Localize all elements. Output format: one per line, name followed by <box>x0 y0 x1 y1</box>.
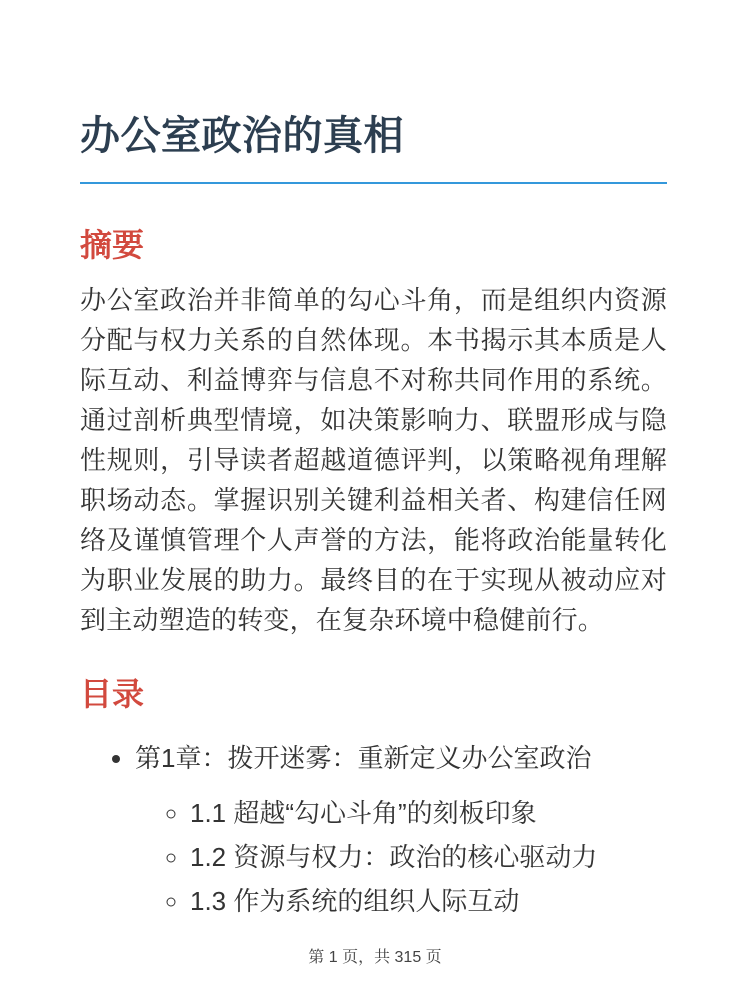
toc-section-item <box>190 791 667 835</box>
toc-section-item <box>190 879 667 923</box>
toc-section-item <box>190 835 667 879</box>
toc-chapter-label: 第1章：拨开迷雾：重新定义办公室政治 <box>135 743 592 773</box>
page-number: 第 1 页，共 315 页 <box>308 949 442 966</box>
toc-list <box>80 736 667 923</box>
toc-section-label: 1.2 资源与权力：政治的核心驱动力 <box>190 842 598 872</box>
abstract-paragraph: 办公室政治并非简单的勾心斗角，而是组织内资源分配与权力关系的自然体现。本书揭示其本质是人际互动、利益博弈与信息不对称共同作用的系统。通过剖析典型情境，如决策影响力、联盟形成与隐性规则，引导读者超越道德评判，以策略视角理解职场动态。掌握识别关键利益相关者、构建信任网络及谨慎管理个人声誉的方法，能将政治能量转化为职业发展的助力。最终目的在于实现从被动应对到主动塑造的转变，在复杂环境中稳健前行。 <box>80 285 667 635</box>
toc-section-label: 1.1 超越“勾心斗角”的刻板印象 <box>190 798 537 828</box>
toc-chapter-item <box>135 736 667 923</box>
title-divider <box>80 182 667 184</box>
document-title: 办公室政治的真相 <box>80 114 404 158</box>
toc-sublist <box>135 791 667 923</box>
toc-section-label: 1.3 作为系统的组织人际互动 <box>190 886 520 916</box>
toc-heading: 目录 <box>80 676 145 712</box>
abstract-heading: 摘要 <box>80 227 145 263</box>
